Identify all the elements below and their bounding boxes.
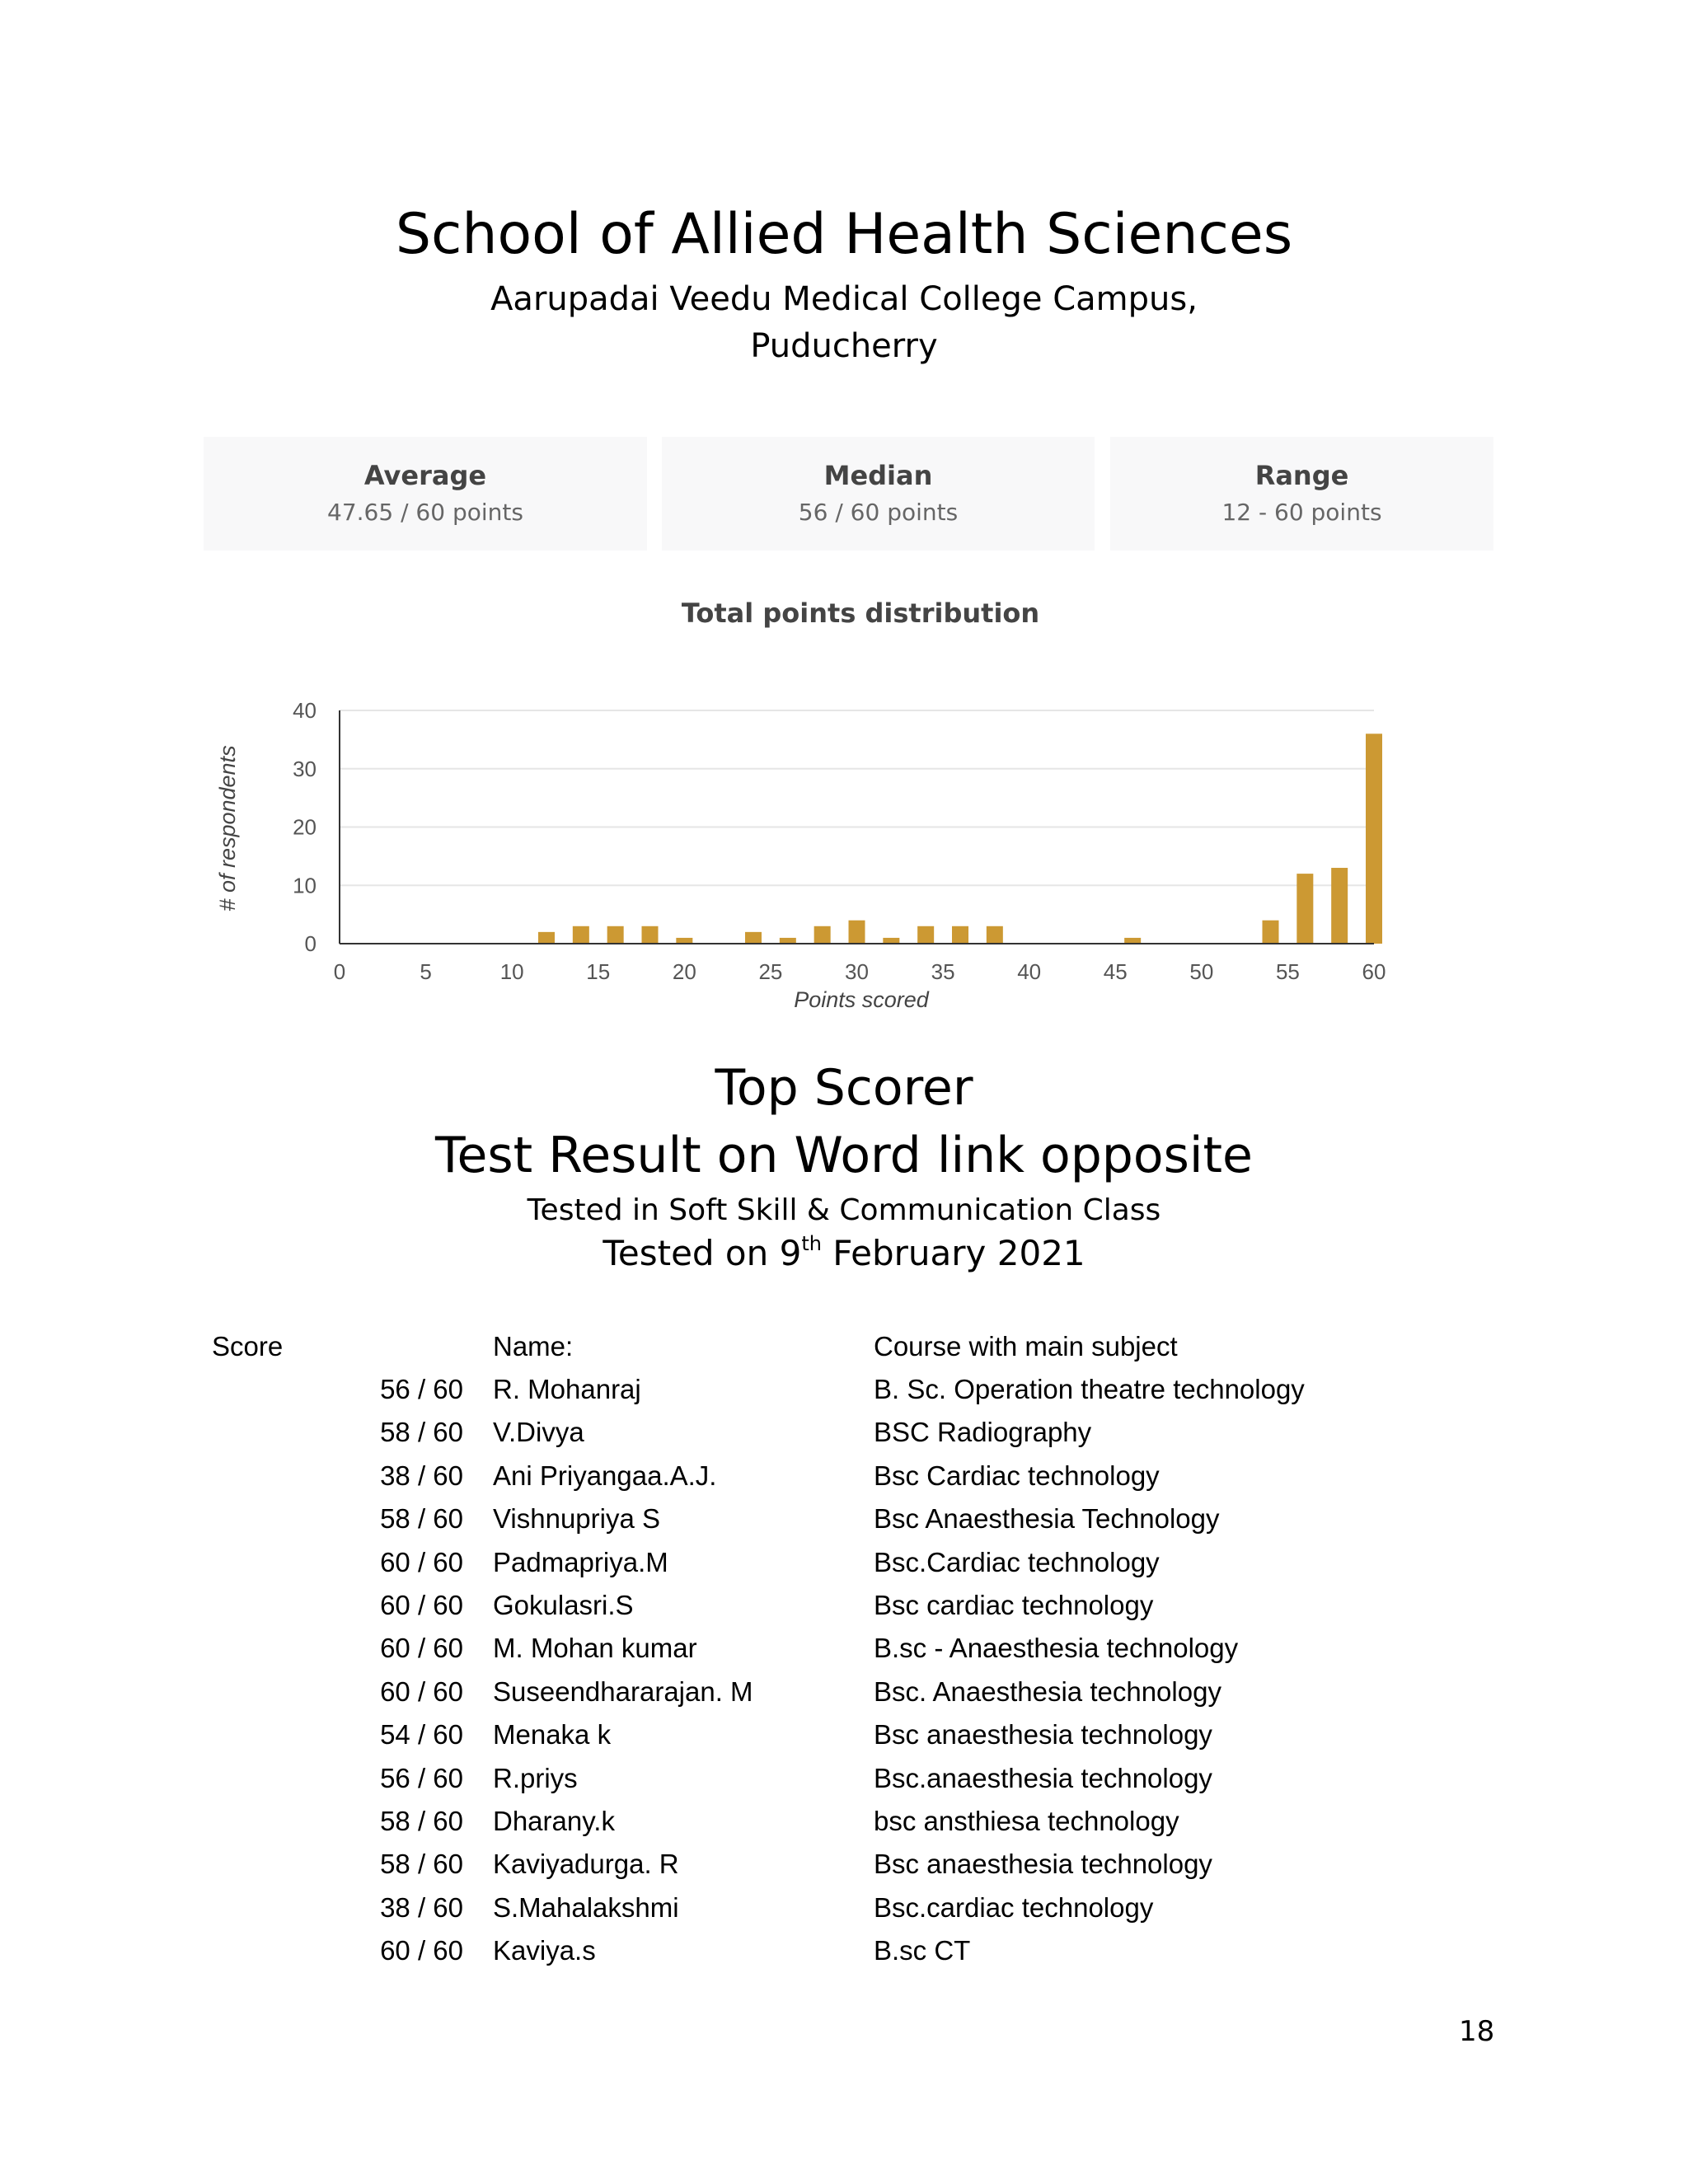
chart-bars (538, 733, 1382, 944)
table-row (0, 1806, 1688, 1847)
bar (573, 926, 589, 944)
tested-on-ordinal: th (801, 1232, 822, 1255)
tested-in-line: Tested in Soft Skill & Communication Class (527, 1193, 1161, 1227)
name-cell: V.Divya (493, 1417, 584, 1448)
median-label: Median (823, 460, 933, 491)
course-cell: BSC Radiography (874, 1417, 1092, 1448)
course-cell: Bsc anaesthesia technology (874, 1719, 1212, 1750)
name-cell: Kaviyadurga. R (493, 1849, 679, 1880)
name-cell: Padmapriya.M (493, 1546, 668, 1577)
table-row (0, 1460, 1688, 1502)
course-cell: Bsc Cardiac technology (874, 1460, 1160, 1491)
name-cell: Vishnupriya S (493, 1503, 661, 1535)
course-cell: B.sc - Anaesthesia technology (874, 1633, 1239, 1664)
course-cell: bsc ansthiesa technology (874, 1806, 1179, 1836)
course-header: Course with main subject (874, 1331, 1178, 1361)
chart-grid (340, 710, 1374, 885)
score-cell: 54 / 60 (380, 1719, 463, 1750)
tested-on-suffix: February 2021 (821, 1233, 1085, 1273)
course-cell: B. Sc. Operation theatre technology (874, 1374, 1305, 1404)
campus-line: Aarupadai Veedu Medical College Campus, (490, 280, 1198, 318)
table-row (0, 1417, 1688, 1458)
x-tick-label: 10 (499, 959, 524, 984)
course-cell: Bsc.anaesthesia technology (874, 1762, 1212, 1793)
name-cell: Ani Priyangaa.A.J. (493, 1460, 717, 1491)
score-cell: 58 / 60 (380, 1417, 463, 1448)
table-row (0, 1374, 1688, 1415)
score-cell: 60 / 60 (380, 1546, 463, 1577)
median-value: 56 / 60 points (798, 499, 959, 526)
range-value: 12 - 60 points (1221, 499, 1382, 526)
y-tick-label: 40 (293, 698, 316, 723)
y-tick-label: 10 (293, 873, 316, 898)
score-cell: 56 / 60 (380, 1762, 463, 1793)
bar (987, 926, 1003, 944)
score-cell: 60 / 60 (380, 1633, 463, 1664)
bar (1263, 921, 1279, 944)
course-cell: Bsc cardiac technology (874, 1590, 1154, 1620)
bar (1366, 733, 1382, 944)
table-row (0, 1547, 1688, 1588)
page-number: 18 (1459, 2015, 1495, 2048)
table-row (0, 1590, 1688, 1631)
bar (952, 926, 968, 944)
course-cell: Bsc Anaesthesia Technology (874, 1503, 1220, 1535)
bar (1124, 938, 1141, 944)
x-tick-label: 50 (1189, 959, 1214, 984)
bar (607, 926, 624, 944)
bar (780, 938, 796, 944)
average-label: Average (363, 460, 487, 491)
table-row (0, 1892, 1688, 1933)
bar (676, 938, 692, 944)
course-cell: Bsc anaesthesia technology (874, 1849, 1212, 1880)
x-tick-label: 30 (845, 959, 869, 984)
chart-axes (293, 698, 1386, 984)
score-cell: 58 / 60 (380, 1806, 463, 1836)
x-tick-label: 0 (333, 959, 346, 984)
tested-on-line (0, 1232, 1688, 1273)
median-card (662, 437, 1095, 551)
table-row (0, 1849, 1688, 1890)
x-tick-label: 15 (586, 959, 611, 984)
table-row (0, 1676, 1688, 1718)
course-cell: B.sc CT (874, 1935, 971, 1966)
score-cell: 38 / 60 (380, 1460, 463, 1491)
bar (538, 932, 555, 944)
average-card (204, 437, 647, 551)
table-row (0, 1503, 1688, 1544)
y-tick-label: 20 (293, 814, 316, 840)
y-axis-label: # of respondents (215, 745, 240, 912)
course-cell: Bsc. Anaesthesia technology (874, 1675, 1221, 1707)
top-scorer-heading: Top Scorer (715, 1059, 973, 1117)
chart-title: Total points distribution (681, 598, 1040, 629)
range-label: Range (1254, 460, 1349, 491)
x-tick-label: 35 (931, 959, 955, 984)
score-cell: 60 / 60 (380, 1675, 463, 1707)
x-axis-label: Points scored (794, 987, 929, 1012)
x-tick-label: 55 (1275, 959, 1300, 984)
bar (642, 926, 659, 944)
name-cell: Suseendhararajan. M (493, 1675, 753, 1707)
tested-on-prefix: Tested on 9 (603, 1233, 802, 1273)
course-cell: Bsc.cardiac technology (874, 1891, 1154, 1923)
x-tick-label: 5 (420, 959, 432, 984)
score-cell: 56 / 60 (380, 1374, 463, 1404)
bar (745, 932, 762, 944)
score-cell: 58 / 60 (380, 1849, 463, 1880)
average-value: 47.65 / 60 points (327, 499, 523, 526)
score-header: Score (212, 1331, 284, 1361)
bar (917, 926, 934, 944)
table-row (0, 1633, 1688, 1674)
x-tick-label: 60 (1362, 959, 1386, 984)
bar (814, 926, 831, 944)
name-cell: Kaviya.s (493, 1935, 596, 1966)
bar (883, 938, 899, 944)
name-header: Name: (493, 1331, 574, 1361)
name-cell: M. Mohan kumar (493, 1633, 697, 1664)
city-line: Puducherry (750, 327, 938, 365)
table-row (0, 1935, 1688, 1976)
score-cell: 38 / 60 (380, 1891, 463, 1923)
x-tick-label: 20 (672, 959, 696, 984)
score-cell: 58 / 60 (380, 1503, 463, 1535)
bar (1296, 874, 1313, 944)
course-cell: Bsc.Cardiac technology (874, 1546, 1160, 1577)
test-result-heading: Test Result on Word link opposite (435, 1127, 1253, 1184)
score-cell: 60 / 60 (380, 1935, 463, 1966)
table-row (0, 1763, 1688, 1804)
range-card (1110, 437, 1493, 551)
y-tick-label: 30 (293, 756, 316, 781)
x-tick-label: 25 (758, 959, 783, 984)
page-title: School of Allied Health Sciences (395, 202, 1293, 267)
name-cell: S.Mahalakshmi (493, 1891, 679, 1923)
bar (849, 921, 865, 944)
name-cell: Gokulasri.S (493, 1590, 634, 1620)
y-tick-label: 0 (304, 931, 316, 956)
bar (1331, 868, 1348, 944)
name-cell: R. Mohanraj (493, 1374, 641, 1404)
points-distribution-chart (198, 684, 1434, 1022)
name-cell: R.priys (493, 1762, 578, 1793)
x-tick-label: 40 (1017, 959, 1042, 984)
x-tick-label: 45 (1103, 959, 1128, 984)
score-cell: 60 / 60 (380, 1590, 463, 1620)
results-header-row (0, 1331, 1688, 1372)
name-cell: Menaka k (493, 1719, 612, 1750)
name-cell: Dharany.k (493, 1806, 615, 1836)
table-row (0, 1719, 1688, 1760)
